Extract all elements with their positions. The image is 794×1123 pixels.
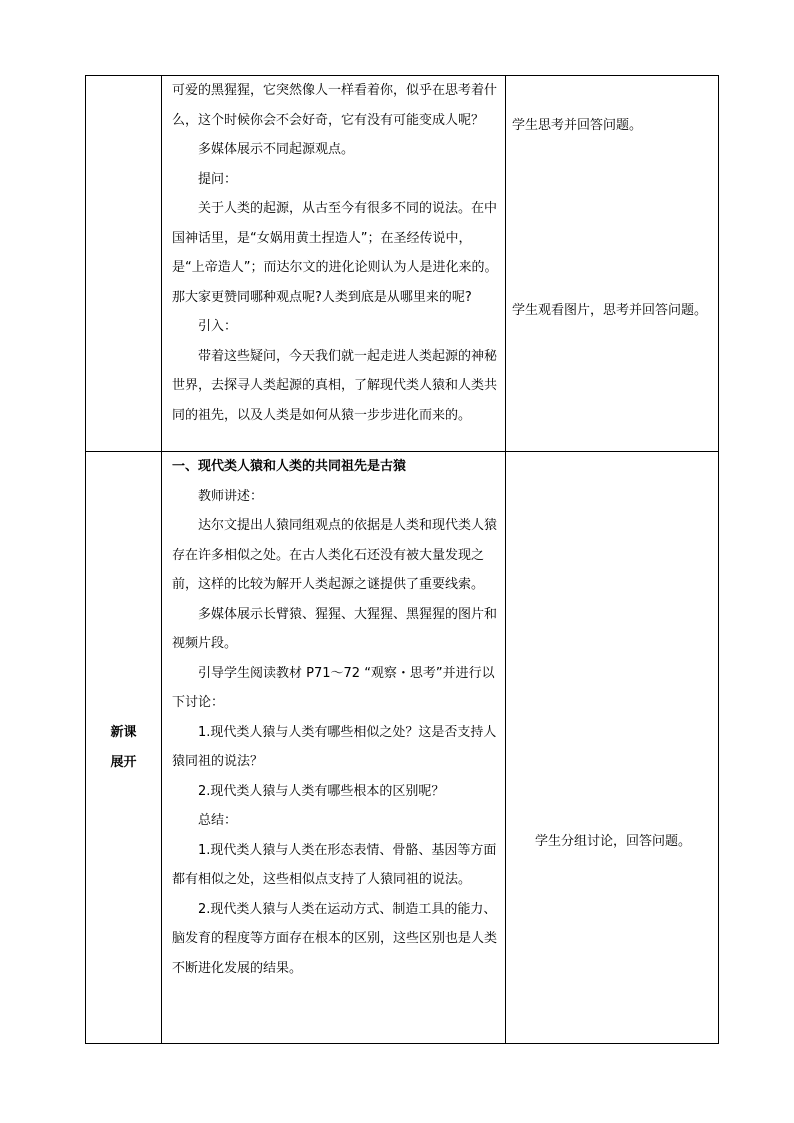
teacher-text: 1.现代类人猿与人类有哪些相似之处？这是否支持人猿同祖的说法？ (172, 724, 497, 769)
student-text: 学生分组讨论，回答问题。 (534, 834, 691, 849)
student-activity-cell (506, 76, 719, 452)
section-label-cell (86, 76, 162, 452)
student-text: 学生观看图片，思考并回答问题。 (512, 303, 708, 318)
section-label: 新课 (110, 724, 137, 740)
teacher-text: 2.现代类人猿与人类有哪些根本的区别呢？ (198, 783, 445, 799)
teacher-text: 2.现代类人猿与人类在运动方式、制造工具的能力、脑发育的程度等方面存在根本的区别，这些区别也是人类不断进化发展的结果。 (172, 901, 498, 976)
teacher-text: 引导学生阅读教材 P71～72 “观察・思考”并进行以下讨论： (172, 665, 495, 710)
section-label-cell (86, 452, 162, 1044)
teacher-text: 教师讲述： (198, 488, 264, 504)
teacher-text: 总结： (198, 813, 238, 828)
lesson-plan-table (85, 75, 719, 1044)
table-row (86, 452, 719, 1044)
teacher-activity-cell (162, 452, 506, 1044)
teacher-text: 带着这些疑问，今天我们就一起走进人类起源的神秘世界，去探寻人类起源的真相，了解现代类人猿和人类共同的祖先，以及人类是如何从猿一步步进化而来的。 (172, 348, 498, 423)
section-heading: 一、现代类人猿和人类的共同祖先是古猿 (172, 459, 407, 474)
student-activity-cell (506, 452, 719, 1044)
teacher-text: 达尔文提出人猿同组观点的依据是人类和现代类人猿存在许多相似之处。在古人类化石还没有被大量发现之前，这样的比较为解开人类起源之谜提供了重要线索。 (172, 518, 498, 592)
table-row (86, 76, 719, 452)
teacher-text: 关于人类的起源，从古至今有很多不同的说法。在中国神话里，是“女娲用黄土捏造人”；在圣经传说中，是“上帝造人”；而达尔文的进化论则认为人是进化来的。那大家更赞同哪种观点呢?人类到底是从哪里来的呢? (172, 201, 498, 305)
teacher-text: 多媒体展示长臂猿、猩猩、大猩猩、黑猩猩的图片和视频片段。 (172, 606, 498, 651)
teacher-text: 1.现代类人猿与人类在形态表情、骨骼、基因等方面都有相似之处，这些相似点支持了人猿同祖的说法。 (172, 842, 497, 887)
teacher-text: 提问： (198, 171, 238, 187)
section-label: 展开 (110, 754, 137, 770)
teacher-text: 引入： (198, 319, 238, 334)
teacher-text: 可爱的黑猩猩，它突然像人一样看着你，似乎在思考着什么，这个时候你会不会好奇，它有没有可能变成人呢？ (172, 83, 498, 128)
teacher-text: 多媒体展示不同起源观点。 (198, 142, 355, 157)
student-text: 学生思考并回答问题。 (512, 118, 643, 133)
teacher-activity-cell (162, 76, 506, 452)
